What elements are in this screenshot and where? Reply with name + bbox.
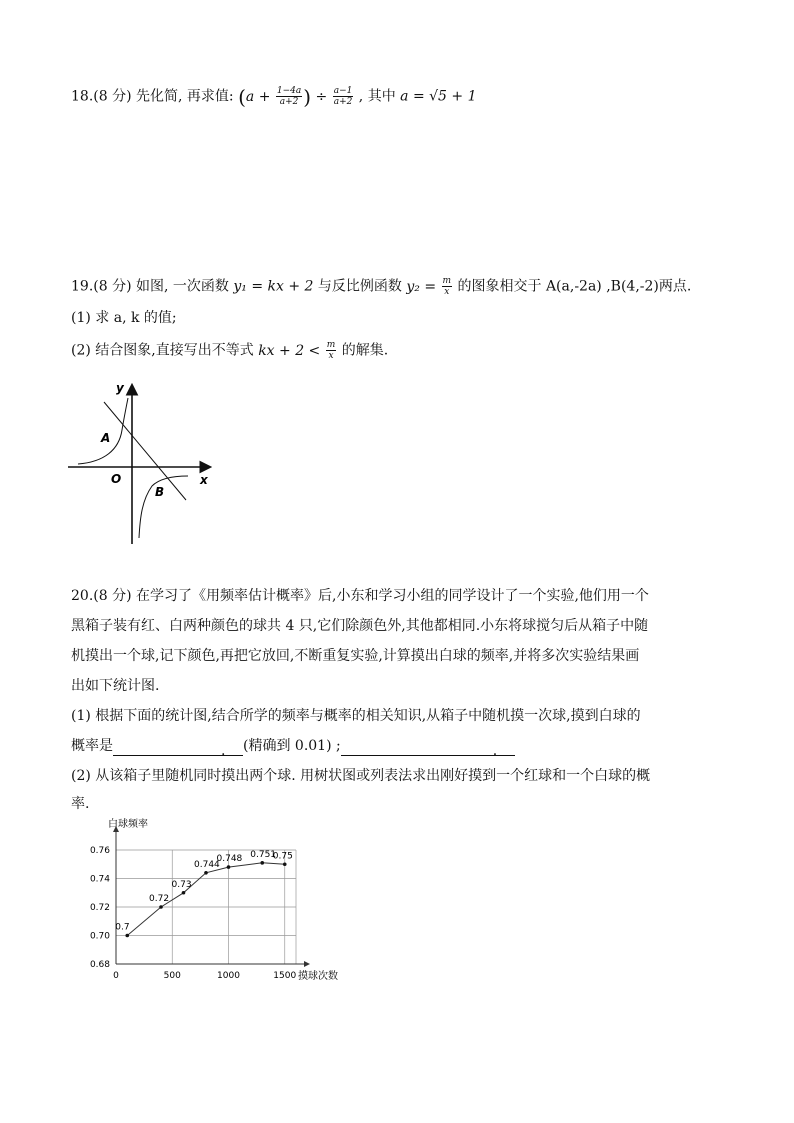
x-tick-label: 500 [163, 971, 181, 981]
data-point-label: 0.75 [272, 851, 293, 862]
q20-part-1-a: (1) 根据下面的统计图,结合所学的频率与概率的相关知识,从箱子中随机摸一次球,摸到白球的 [71, 708, 641, 724]
white-ball-frequency-chart [80, 816, 370, 988]
q18-fraction-2: $\frac{a-1}{a+2}$ [333, 86, 353, 107]
data-point [159, 905, 163, 909]
y-tick-label: 0.68 [89, 960, 110, 970]
x-axis-arrow [304, 961, 310, 967]
data-point-label: 0.7 [115, 922, 130, 933]
q18-expression: (a + $\frac{1-4a}{a+2}$ ) ÷ $\frac{a-1}{a+2}$ [238, 84, 353, 109]
q19-function-graph [64, 378, 224, 548]
q20-part-2-a: (2) 从该箱子里随机同时摸出两个球. 用树状图或列表法求出刚好摸到一个红球和一个白球的概 [71, 768, 651, 784]
q20-line-4: 出如下统计图. [71, 678, 160, 694]
origin-label: O [111, 472, 122, 486]
q19-mid: 与反比例函数 [317, 278, 407, 295]
y-tick-label: 0.72 [89, 903, 110, 913]
q20-line-3: 机摸出一个球,记下颜色,再把它放回,不断重复实验,计算摸出白球的频率,并将多次实验结果画 [71, 648, 640, 664]
q18-condition: a = √5 + 1 [400, 88, 477, 105]
answer-blank-1-dot: . [221, 741, 243, 756]
data-point [182, 891, 186, 895]
x-tick-label: 0 [113, 971, 119, 981]
q19-part-2: (2) 结合图象,直接写出不等式 kx + 2 < $\frac{m}{x}$ 的解集. [71, 340, 389, 361]
q20-line-2: 黑箱子装有红、白两种颜色的球共 4 只,它们除颜色外,其他都相同.小东将球搅匀后从箱子中随 [71, 618, 649, 634]
x-tick-label: 1000 [217, 971, 240, 981]
q18-head: 18.(8 分) 先化简, 再求值: [71, 88, 239, 105]
q18-tail: , 其中 [358, 88, 401, 105]
y-axis-title: 白球频率 [108, 819, 148, 830]
data-point [283, 862, 287, 866]
q19-part-1: (1) 求 a, k 的值; [71, 310, 177, 326]
question-19 [71, 276, 691, 297]
q20-line-1: 20.(8 分) 在学习了《用频率估计概率》后,小东和学习小组的同学设计了一个实验,他们用一个 [71, 588, 649, 604]
x-tick-label: 1500 [273, 971, 297, 981]
chart-axes [113, 826, 310, 967]
y-tick-label: 0.74 [89, 874, 110, 885]
data-point-label: 0.72 [149, 894, 170, 904]
data-point-label: 0.73 [171, 879, 192, 890]
q20-part-1-b: 概率是 . (精确到 0.01) ; . [71, 736, 515, 756]
data-point [204, 871, 208, 875]
q19-inverse-function: y₂ = $\frac{m}{x}$ [406, 276, 452, 297]
data-point [125, 934, 129, 938]
data-point [260, 861, 264, 865]
answer-blank-2-dot: . [493, 741, 515, 756]
answer-blank-2[interactable] [341, 741, 493, 756]
chart-point-labels [115, 850, 293, 933]
point-b-label: B [155, 485, 165, 499]
q20-part-2-b: 率. [71, 796, 90, 812]
data-point-label: 0.744 [194, 859, 220, 870]
q19-inequality: kx + 2 < $\frac{m}{x}$ [258, 340, 336, 361]
q19-tail: 的图象相交于 A(a,-2a) ,B(4,-2)两点. [457, 278, 692, 295]
q18-fraction-1: $\frac{1-4a}{a+2}$ [276, 86, 302, 107]
y-tick-label: 0.70 [89, 931, 110, 942]
data-point-label: 0.751 [250, 849, 277, 860]
y-tick-label: 0.76 [89, 846, 110, 856]
point-a-label: A [101, 431, 111, 445]
q19-linear-function: y₁ = kx + 2 [233, 278, 314, 295]
x-axis-title: 摸球次数 [298, 971, 338, 982]
data-point [227, 865, 231, 869]
data-point-label: 0.748 [216, 854, 243, 865]
y-axis-label: y [116, 381, 124, 395]
question-18 [71, 86, 477, 107]
answer-blank-1[interactable] [113, 741, 221, 756]
x-axis-label: x [200, 473, 208, 487]
q19-head: 19.(8 分) 如图, 一次函数 [71, 278, 234, 295]
